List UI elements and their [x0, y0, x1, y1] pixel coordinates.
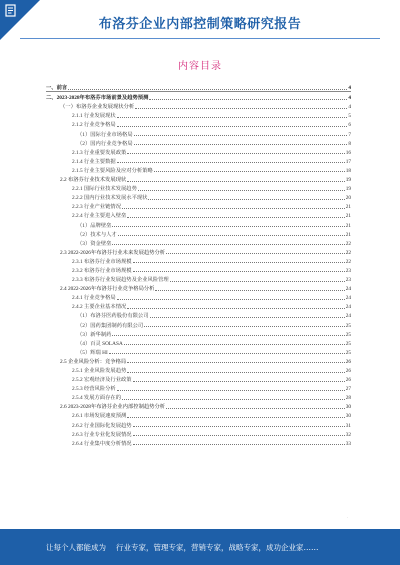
toc-entry[interactable] — [46, 101, 351, 110]
toc-leader-dots — [122, 207, 345, 209]
toc-leader-dots — [166, 407, 345, 409]
toc-entry[interactable] — [46, 438, 351, 447]
toc-entry-page: 4 — [348, 95, 351, 102]
toc-entry-label: 2.2.4 行业主要进入壁垒 — [72, 213, 127, 220]
toc-entry[interactable] — [46, 128, 351, 137]
toc-entry-page: 27 — [345, 386, 351, 393]
toc-leader-dots — [155, 289, 344, 291]
toc-leader-dots — [148, 198, 344, 200]
toc-entry-label: 2.3.1 布洛芬行业市场规模 — [72, 258, 132, 265]
toc-entry[interactable] — [46, 110, 351, 119]
toc-entry-page: 23 — [345, 277, 351, 284]
toc-entry-label: 2.6.3 行业专业化发展情况 — [72, 431, 132, 438]
toc-leader-dots — [134, 143, 348, 145]
toc-entry-page: 32 — [345, 431, 351, 438]
toc-entry[interactable] — [46, 229, 351, 238]
toc-leader-dots — [112, 334, 344, 336]
toc-leader-dots — [166, 252, 345, 254]
toc-entry-label: 2.4 2022-2026年布洛芬行业竞争格局分析 — [60, 286, 155, 293]
toc-leader-dots — [133, 270, 345, 272]
header-divider — [20, 38, 380, 39]
toc-entry-page: 4 — [348, 85, 351, 92]
toc-entry[interactable] — [46, 92, 351, 101]
toc-leader-dots — [68, 88, 347, 90]
toc-entry-label: 2.1.5 行业主要风险及应对分析策略 — [72, 167, 153, 174]
toc-entry[interactable] — [46, 338, 351, 347]
toc-leader-dots — [109, 352, 345, 354]
toc-leader-dots — [127, 361, 344, 363]
toc-leader-dots — [144, 325, 344, 327]
toc-entry-label: 2.6.2 行业国际化发展趋势 — [72, 422, 132, 429]
toc-entry-label: 2.2.2 国内行业技术发展水平现状 — [72, 195, 148, 202]
toc-entry[interactable] — [46, 410, 351, 419]
toc-entry[interactable] — [46, 219, 351, 228]
toc-entry[interactable] — [46, 138, 351, 147]
toc-entry-page: 33 — [345, 440, 351, 447]
toc-entry[interactable] — [46, 310, 351, 319]
toc-entry-page: 4 — [348, 104, 351, 111]
toc-entry[interactable] — [46, 383, 351, 392]
toc-entry-page: 24 — [345, 295, 351, 302]
toc-entry[interactable] — [46, 147, 351, 156]
toc-entry-label: 2.6.1 市场发展速度预测 — [72, 413, 127, 420]
footer-slogan-left: 让每个人都能成为 — [46, 543, 106, 552]
toc-entry[interactable] — [46, 429, 351, 438]
toc-entry-label: 2.1.1 行业发展现状 — [72, 113, 116, 120]
toc-entry-label: 2.6.4 行业集中度分析情况 — [72, 440, 132, 447]
toc-entry[interactable] — [46, 174, 351, 183]
toc-entry[interactable] — [46, 238, 351, 247]
toc-leader-dots — [154, 170, 345, 172]
toc-entry-label: 2.4.1 行业竞争格局 — [72, 295, 116, 302]
toc-entry[interactable] — [46, 274, 351, 283]
toc-entry-label: （4）百灵 SOLASA — [77, 340, 123, 347]
page-marker: · — [347, 515, 349, 520]
toc-entry-label: 2.3.3 布洛芬行业发展趋势及企业风险管理 — [72, 277, 169, 284]
toc-entry-page: 23 — [345, 267, 351, 274]
toc-entry-label: 2.5.2 宏观经济及行业政策 — [72, 377, 132, 384]
table-of-contents — [46, 82, 351, 447]
toc-entry-label: 2.5 企业风险分析：竞争格局 — [60, 358, 127, 365]
toc-entry[interactable] — [46, 210, 351, 219]
toc-leader-dots — [127, 216, 344, 218]
toc-leader-dots — [127, 371, 344, 373]
toc-leader-dots — [124, 343, 345, 345]
toc-leader-dots — [112, 225, 344, 227]
toc-entry-page: 26 — [345, 358, 351, 365]
toc-entry-label: （1）品牌壁垒 — [77, 222, 112, 229]
toc-entry-label: 2.5.3 经营风险分析 — [72, 386, 116, 393]
toc-entry-page: 30 — [345, 404, 351, 411]
toc-leader-dots — [122, 398, 345, 400]
toc-entry-page: 20 — [345, 195, 351, 202]
toc-leader-dots — [127, 180, 344, 182]
toc-entry-page: 17 — [345, 158, 351, 165]
toc-entry-page: 24 — [345, 304, 351, 311]
toc-entry-label: （2）国药集团制药有限公司 — [77, 322, 144, 329]
toc-entry-page: 31 — [345, 422, 351, 429]
toc-entry-label: （3）新华制药 — [77, 331, 112, 338]
toc-leader-dots — [117, 161, 345, 163]
toc-leader-dots — [150, 316, 345, 318]
toc-entry[interactable] — [46, 319, 351, 328]
toc-entry[interactable] — [46, 347, 351, 356]
toc-entry-page: 26 — [345, 377, 351, 384]
toc-entry[interactable] — [46, 292, 351, 301]
toc-entry-label: （1）布洛芬医药股份有限公司 — [77, 313, 149, 320]
toc-leader-dots — [117, 389, 345, 391]
toc-entry-page: 22 — [345, 240, 351, 247]
toc-entry-page: 21 — [345, 204, 351, 211]
toc-leader-dots — [133, 425, 345, 427]
toc-entry-label: 二、2023-2028年布洛芬市场前景及趋势预测 — [46, 95, 149, 102]
toc-entry-page: 6 — [348, 122, 351, 129]
toc-entry[interactable] — [46, 365, 351, 374]
toc-leader-dots — [135, 107, 347, 109]
toc-leader-dots — [133, 261, 345, 263]
toc-entry-page: 22 — [345, 258, 351, 265]
toc-leader-dots — [134, 134, 348, 136]
toc-entry-label: 2.1.4 行业主要数据 — [72, 158, 116, 165]
toc-entry-label: （1）国际行业市场格局 — [77, 131, 133, 138]
toc-entry[interactable] — [46, 256, 351, 265]
toc-entry[interactable] — [46, 401, 351, 410]
toc-leader-dots — [117, 125, 348, 127]
toc-entry-label: （5）辉瑞 HI — [77, 349, 108, 356]
footer-slogan — [46, 542, 319, 553]
toc-entry-page: 25 — [345, 331, 351, 338]
toc-leader-dots — [127, 416, 344, 418]
toc-leader-dots — [117, 116, 348, 118]
toc-entry-page: 25 — [345, 322, 351, 329]
toc-entry[interactable] — [46, 201, 351, 210]
toc-entry-label: 2.2.1 国际行业技术发展趋势 — [72, 186, 137, 193]
toc-entry[interactable] — [46, 419, 351, 428]
toc-entry[interactable] — [46, 265, 351, 274]
toc-entry-page: 24 — [345, 286, 351, 293]
toc-entry[interactable] — [46, 374, 351, 383]
toc-entry-label: 2.5.4 发展方面存在的 — [72, 395, 121, 402]
toc-entry-page: 16 — [345, 149, 351, 156]
toc-leader-dots — [149, 98, 347, 100]
toc-entry-page: 7 — [348, 131, 351, 138]
footer-slogan-right: 行业专家，管理专家，营销专家，战略专家，成功企业家…… — [116, 543, 319, 552]
toc-entry-page: 30 — [345, 413, 351, 420]
toc-entry-page: 19 — [345, 177, 351, 184]
toc-leader-dots — [133, 434, 345, 436]
toc-entry-page: 24 — [345, 313, 351, 320]
toc-entry-label: 2.2.3 行业产业链情况 — [72, 204, 121, 211]
toc-entry[interactable] — [46, 329, 351, 338]
toc-entry[interactable] — [46, 165, 351, 174]
toc-leader-dots — [133, 443, 345, 445]
toc-entry-page: 22 — [345, 249, 351, 256]
toc-entry-page: 21 — [345, 213, 351, 220]
toc-entry[interactable] — [46, 183, 351, 192]
toc-entry-page: 25 — [345, 340, 351, 347]
toc-entry-page: 19 — [345, 186, 351, 193]
toc-entry[interactable] — [46, 156, 351, 165]
toc-leader-dots — [127, 307, 344, 309]
toc-heading: 内容目录 — [178, 61, 222, 72]
toc-leader-dots — [133, 380, 345, 382]
toc-entry-label: 2.5.1 企业风险发展趋势 — [72, 368, 127, 374]
toc-entry-label: 2.3.2 布洛芬行业市场规模 — [72, 267, 132, 274]
toc-entry[interactable] — [46, 192, 351, 201]
toc-entry[interactable] — [46, 82, 351, 92]
toc-entry[interactable] — [46, 392, 351, 401]
toc-entry-page: 21 — [345, 222, 351, 229]
toc-entry-label: （3）资金壁垒 — [77, 240, 112, 247]
toc-entry-page: 26 — [345, 368, 351, 374]
toc-entry-label: （2）国内行业竞争格局 — [77, 140, 133, 147]
toc-leader-dots — [127, 152, 344, 154]
toc-entry-label: 2.6 2023-2028年布洛芬企业内部控制趋势分析 — [60, 404, 166, 411]
toc-entry-label: 2.1.3 行业重要发展政策 — [72, 149, 127, 156]
toc-entry-label: 2.3 2022-2026年布洛芬行业未来发展趋势分析 — [60, 249, 166, 256]
toc-entry[interactable] — [46, 283, 351, 292]
toc-entry-page: 8 — [348, 140, 351, 147]
toc-entry-label: （2）技术与人才 — [77, 231, 117, 238]
toc-leader-dots — [170, 280, 345, 282]
toc-entry-label: （一）布洛芬企业发展现状分析 — [60, 104, 135, 111]
toc-leader-dots — [112, 243, 344, 245]
toc-leader-dots — [118, 234, 345, 236]
toc-entry[interactable] — [46, 247, 351, 256]
toc-entry-page: 25 — [345, 349, 351, 356]
toc-entry-page: 28 — [345, 395, 351, 402]
toc-entry-label: 一、前言 — [46, 85, 68, 92]
document-title: 布洛芬企业内部控制策略研究报告 — [98, 17, 302, 32]
page-header — [0, 0, 400, 40]
toc-entry-label: 2.2 布洛芬行业技术发展现状 — [60, 177, 127, 184]
toc-entry-page: 5 — [348, 113, 351, 120]
toc-entry[interactable] — [46, 356, 351, 365]
toc-entry-page: 18 — [345, 167, 351, 174]
toc-entry[interactable] — [46, 301, 351, 310]
toc-entry-label: 2.4.2 主要企业基本情况 — [72, 304, 127, 311]
toc-entry-label: 2.1.2 行业竞争格局 — [72, 122, 116, 129]
toc-entry[interactable] — [46, 119, 351, 128]
toc-leader-dots — [117, 298, 345, 300]
page-footer — [0, 529, 400, 565]
toc-entry-page: 21 — [345, 231, 351, 238]
toc-leader-dots — [138, 189, 345, 191]
